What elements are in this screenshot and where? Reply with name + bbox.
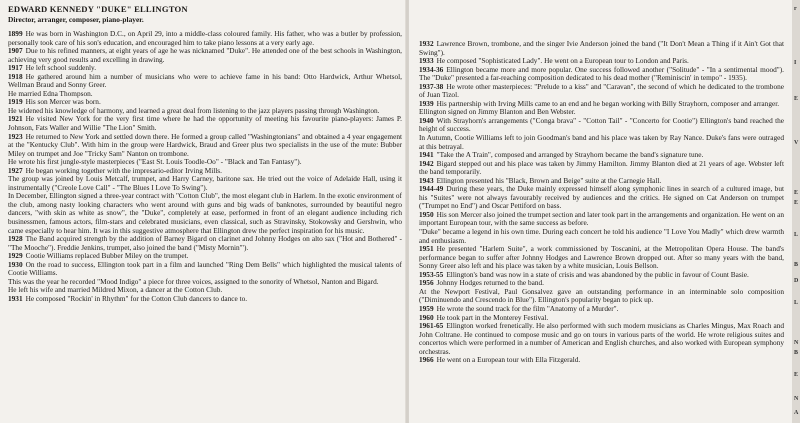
- entry-year: 1917: [8, 63, 23, 73]
- entry-year: 1921: [8, 114, 23, 124]
- chronology-entry: [8, 133, 402, 159]
- edge-letter: A: [794, 410, 799, 416]
- edge-letter: E: [794, 200, 799, 206]
- entry-text: "Take the A Train", composed and arranged by Strayhorn became the band's signature tune.: [436, 150, 704, 160]
- entry-text: He wrote his first jungle-style masterpieces ("East St. Louis Toodle-Oo" - "Black and Tan Fantasy").: [8, 157, 302, 167]
- chronology-entry: [419, 40, 784, 57]
- edge-letter: L: [794, 300, 799, 306]
- chronology-entry: [419, 245, 784, 271]
- edge-letter: E: [794, 190, 799, 196]
- entry-year: 1930: [8, 259, 23, 269]
- entry-text: In Autumn, Cootie Williams left to join Goodman's band and his place was taken by Ray Nance. Duke's fans were outraged at this betrayal.: [419, 133, 784, 151]
- entry-text: The group was joined by Louis Metcalf, trumpet, and Harry Carney, baritone sax. He tried out the voice of Adelaide Hall, using it instrumentally ("Creole Love Call" - "The Blues I Love To Swing").: [8, 174, 402, 192]
- entry-year: 1944-49: [419, 184, 444, 194]
- right-entries: [419, 40, 784, 365]
- entry-year: 1928: [8, 234, 23, 244]
- entry-year: 1941: [419, 150, 434, 160]
- chronology-entry: [419, 322, 784, 356]
- chronology-entry: [8, 115, 402, 132]
- entry-text: He wrote the sound track for the film "Anatomy of a Murder".: [436, 303, 619, 313]
- entry-year: 1940: [419, 115, 434, 125]
- chronology-entry: [419, 185, 784, 211]
- chronology-entry: [8, 73, 402, 90]
- entry-text: Ellington became more and more popular. One success followed another ("Solitude" - "In a sentimental mood"). The "Duke" presented a far-reaching composition dedicated to his dead mother ("Reminiscin' in tempo" - 1935).: [419, 64, 784, 83]
- entry-text: Cootie Williams replaced Bubber Miley on the trumpet.: [25, 251, 189, 261]
- entry-year: 1899: [8, 29, 23, 38]
- entry-year: 1927: [8, 165, 23, 175]
- entry-year: 1929: [8, 251, 23, 261]
- entry-year: 1956: [419, 278, 434, 288]
- entry-text: He left his wife and married Mildred Mixon, a dancer at the Cotton Club.: [8, 285, 223, 295]
- entry-year: 1960: [419, 312, 434, 322]
- entry-text: He visited New York for the very first time where he had the opportunity of meeting his favourite piano-players: James P. Johnson, Fats Waller and Willie "The Lion" Smith.: [8, 114, 402, 133]
- entry-text: Ellington worked frenetically. He also performed with such modern musicians as Charles Mingus, Max Roach and John Coltrane. He continued to compose music and go on tours in various parts of the world. He wrote religious suites and concertos which were performed in a number of American and English churches, and also worked with European symphony orchestras.: [419, 321, 784, 356]
- chronology-entry: [419, 160, 784, 177]
- edge-letter: E: [794, 372, 799, 378]
- entry-text: His partnership with Irving Mills came to an end and he began working with Billy Strayhorn, composer and arranger.: [436, 98, 780, 108]
- entry-text: He took part in the Monterey Festival.: [436, 312, 549, 322]
- entry-text: "Duke" became a legend in his own time. During each concert he told his audience "I Love You Madly" which drew warmth and enthusiasm.: [419, 227, 784, 245]
- chronology-entry: [8, 192, 402, 235]
- edge-letter: I: [794, 60, 797, 66]
- entry-text: The Band acquired strength by the addition of Barney Bigard on clarinet and Johnny Hodges on alto sax ("Hot and Bothered" - "The Mooche"). Freddie Jenkins, trumpet, also joined the band ("Misty Mornin'").: [8, 234, 402, 252]
- entry-text: Ellington presented his "Black, Brown and Beige" suite at the Carnegie Hall.: [436, 175, 662, 185]
- edge-letter: B: [794, 262, 799, 268]
- entry-text: He began working together with the impresario-editor Irving Mills.: [25, 165, 222, 175]
- entry-text: His son Mercer also joined the trumpet section and later took part in the arrangements and organization. He went on an important European tour, with the same success as before.: [419, 209, 784, 228]
- entry-text: He composed "Rockin' in Rhythm" for the Cotton Club dancers to dance to.: [25, 293, 248, 303]
- entry-text: On the road to success, Ellington took part in a film and launched "Ring Dem Bells" which highlighted the musical talents of Cootie Williams.: [8, 259, 402, 278]
- entry-text: He was born in Washington D.C., on April 29, into a middle-class coloured family. His father, who was a butler by profession, personally took care of his son's education, and encouraged him to take piano lessons at a very early age.: [8, 29, 402, 47]
- entry-year: 1950: [419, 209, 434, 219]
- entry-year: 1923: [8, 131, 23, 141]
- entry-year: 1934-36: [419, 64, 444, 74]
- entry-text: In December, Ellington signed a three-year contract with "Cotton Club", the most elegant club in Harlem. In the exotic environment of the club, among nasty looking characters who went around with guns and big wads of banknotes, surrounded by beautiful negro dancers, "with skin as white as snow", the "Duke", completely at ease, performed in front of an elegant audience including rich businessmen, famous actors, film-stars and celebrated musicians, even classical, such as Stravinsky, Stokowsky and Gershwin, who came especially to hear him. It was in this suggestive atmosphere that Ellington drew the perfect inspiration for his music.: [8, 191, 402, 235]
- entry-year: 1919: [8, 97, 23, 107]
- entry-year: 1933: [419, 56, 434, 66]
- entry-year: 1959: [419, 303, 434, 313]
- chronology-entry: [8, 235, 402, 252]
- entry-text: Bigard stepped out and his place was taken by Jimmy Hamilton. Jimmy Blanton died at 21 years of age. Webster left the band temporarily.: [419, 158, 784, 177]
- entry-text: He composed "Sophisticated Lady". He went on a European tour to London and Paris.: [436, 56, 689, 66]
- edge-letter: V: [794, 140, 799, 146]
- entry-text: He returned to New York and settled down there. He formed a group called "Washingtonians" and obtained a 4 year engagement at the "Kentucky Club". With him in the group were Hardwick, Braud and Greer plus two specialists in the use of the mute: Bubber Miley on trumpet and Joe "Tricky Sam" Nanton on trombone.: [8, 131, 402, 158]
- edge-letter: B: [794, 350, 799, 356]
- entry-text: This was the year he recorded "Mood Indigo" a piece for three voices, assigned to the sonority of Whetsol, Nanton and Bigard.: [8, 276, 379, 286]
- entry-year: 1942: [419, 158, 434, 168]
- entry-year: 1918: [8, 71, 23, 81]
- edge-letter: N: [794, 340, 799, 346]
- entry-text: Ellington's band was now in a state of crisis and was abandoned by the public in favour of Count Basie.: [446, 269, 749, 279]
- chronology-entry: [419, 356, 784, 365]
- chronology-entry: [8, 175, 402, 192]
- chronology-entry: [419, 288, 784, 305]
- chronology-entry: [419, 66, 784, 83]
- entry-year: 1937-38: [419, 81, 444, 91]
- next-page-edge: [792, 0, 800, 423]
- entry-year: 1953-55: [419, 269, 444, 279]
- edge-letter: E: [794, 96, 799, 102]
- entry-text: At the Newport Festival, Paul Gonsalvez gave an outstanding performance in an interminable solo composition ("Diminuendo and Crescendo in Blue"). Ellington's popularity began to pick up.: [419, 286, 784, 305]
- entry-text: Due to his refined manners, at eight years of age he was nicknamed "Duke". He attended one of the best schools in Washington, achieving very good results and excelling in drawing.: [8, 46, 402, 64]
- entry-year: 1931: [8, 293, 23, 303]
- chronology-entry: [8, 47, 402, 64]
- entry-text: He gathered around him a number of musicians who were to achieve fame in his band: Otto Hardwick, Arthur Whetsol, Wellman Braud and Sonny Greer.: [8, 71, 402, 90]
- entry-text: He wrote other masterpieces: "Prelude to a kiss" and "Caravan", the second of which he dedicated to the trombone of Juan Tizol.: [419, 81, 784, 100]
- entry-year: 1907: [8, 46, 23, 56]
- entry-text: He presented "Harlem Suite", a work commissioned by Toscanini, at the Metropolitan Opera House. The band's performance began to suffer after Johnny Hodges and Lawrence Brown dropped out. After so many years with the band, Sonny Greer also left and his place was taken by a white musician, Louis Bellson.: [419, 244, 784, 271]
- entry-year: 1951: [419, 244, 434, 254]
- chronology-entry: [8, 295, 402, 304]
- entry-text: Ellington signed on Jimmy Blanton and Ben Webster.: [419, 107, 576, 117]
- entry-text: His son Mercer was born.: [25, 97, 101, 107]
- document-subtitle: Director, arranger, composer, piano-player.: [8, 15, 144, 24]
- chronology-entry: [8, 261, 402, 278]
- edge-letter: D: [794, 278, 799, 284]
- entry-text: He widened his knowledge of harmony, and learned a great deal from listening to the jazz players passing through Washington.: [8, 105, 380, 115]
- entry-year: 1939: [419, 98, 434, 108]
- left-entries: [8, 30, 402, 304]
- entry-year: 1966: [419, 355, 434, 365]
- edge-letter: r: [794, 6, 797, 12]
- entry-text: With Strayhorn's arrangements ("Conga brava" - "Cotton Tail" - "Concerto for Cootie") Ellington's band reached the height of success.: [419, 115, 784, 134]
- entry-year: 1943: [419, 175, 434, 185]
- document-title: EDWARD KENNEDY "DUKE" ELLINGTON: [8, 4, 188, 14]
- chronology-entry: [419, 211, 784, 228]
- chronology-entry: [419, 83, 784, 100]
- edge-letter: L: [794, 232, 799, 238]
- chronology-entry: [419, 228, 784, 245]
- entry-text: He married Edna Thompson.: [8, 88, 93, 98]
- right-page: [408, 0, 792, 423]
- entry-text: Johnny Hodges returned to the band.: [436, 278, 544, 288]
- entry-text: He left school suddenly.: [25, 63, 97, 73]
- chronology-entry: [8, 30, 402, 47]
- edge-letter: N: [794, 396, 799, 402]
- entry-text: During these years, the Duke mainly expressed himself along symphonic lines in search of a cultured image, but his "Suites" were not always favourably received by audiences and the critics. He signed on Cat Anderson on trumpet ("Trumpet no End") and Oscar Pettiford on bass.: [419, 184, 784, 211]
- chronology-entry: [419, 134, 784, 151]
- entry-text: Lawrence Brown, trombone, and the singer Ivie Anderson joined the band ("It Don't Mean a Thing if it Ain't Got that Swing").: [419, 39, 784, 57]
- entry-year: 1961-65: [419, 321, 444, 331]
- chronology-entry: [419, 117, 784, 134]
- entry-text: He went on a European tour with Ella Fitzgerald.: [436, 355, 581, 365]
- entry-year: 1932: [419, 39, 434, 48]
